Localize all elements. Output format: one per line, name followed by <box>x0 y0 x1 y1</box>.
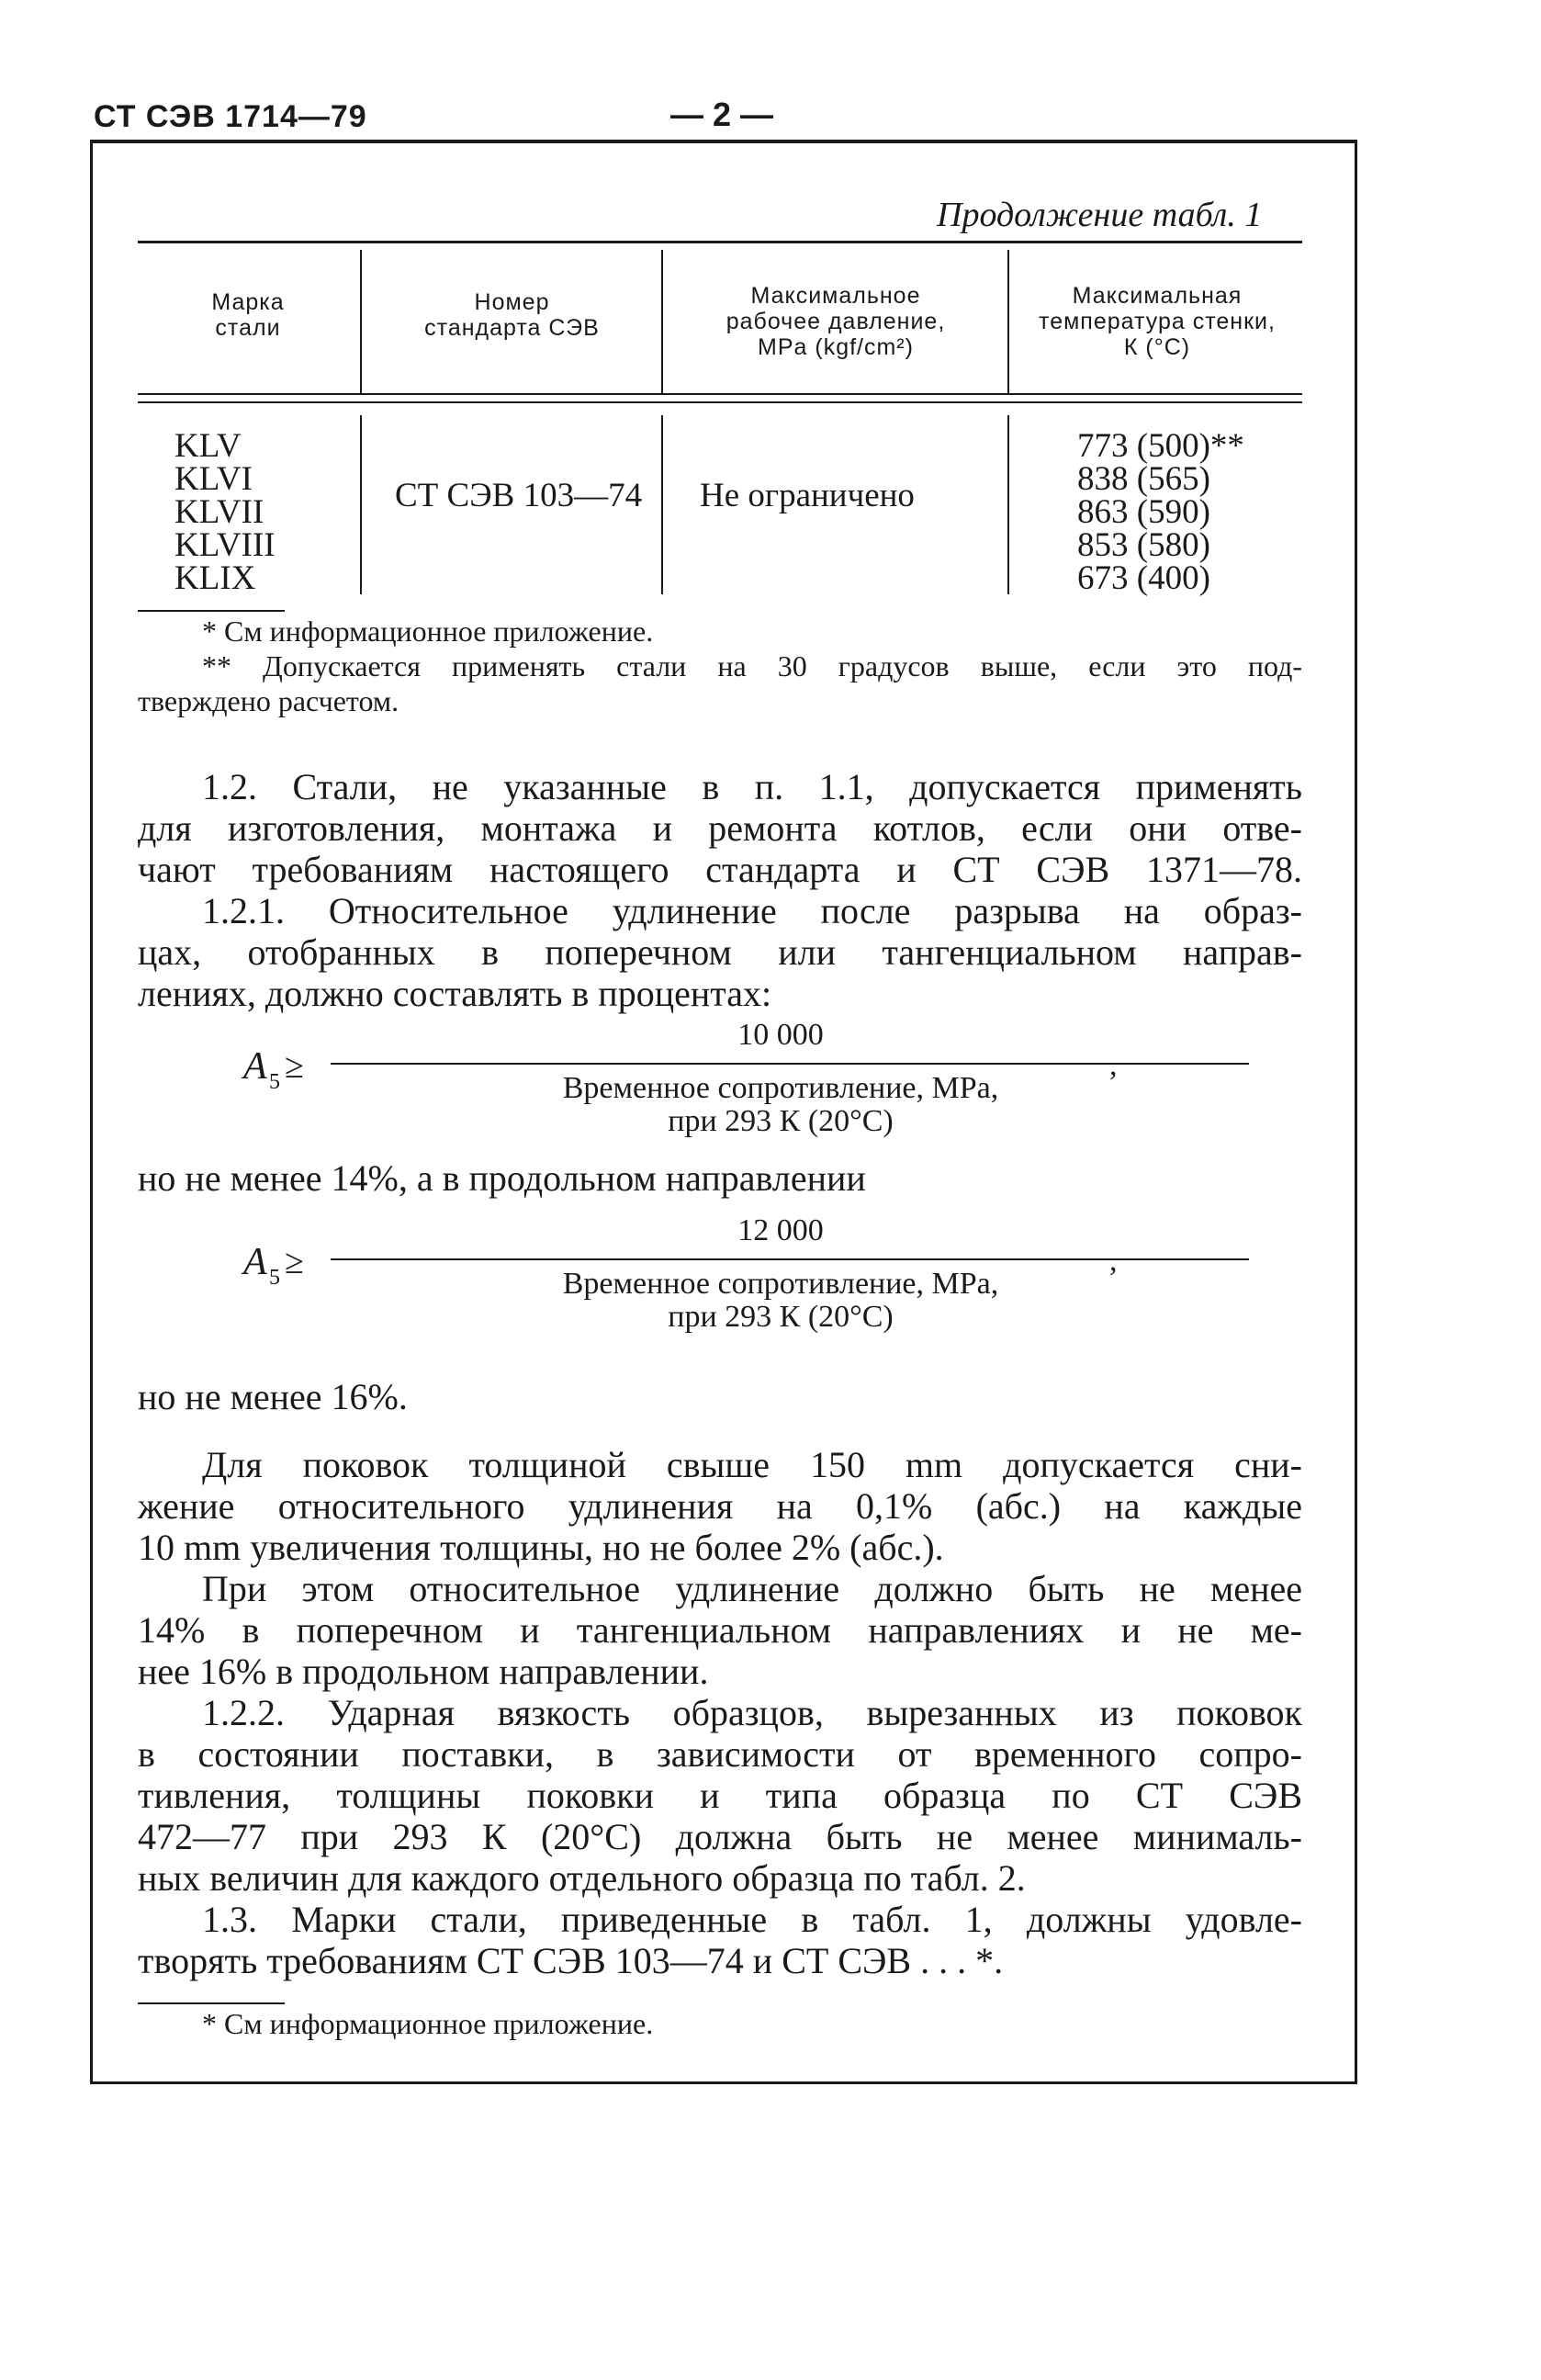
para-min-line-2: 14% в поперечном и тангенциальном направлениях и не ме- <box>138 1609 1302 1651</box>
para-forgings-line-3: 10 mm увеличения толщины, но не более 2% (абс.). <box>138 1527 944 1568</box>
formula-1-denominator-1: Временное сопротивление, MPa, <box>562 1071 999 1105</box>
temperature-list <box>1077 427 1244 597</box>
formula-2-subscript: 5 <box>269 1266 280 1290</box>
formula-1-subscript: 5 <box>269 1070 280 1094</box>
col-sep-3-body <box>1007 415 1009 594</box>
para-1-2-2-line-3: тивления, толщины поковки и типа образца по СТ СЭВ <box>138 1775 1302 1816</box>
formula-1-trailing: , <box>1109 1048 1118 1082</box>
formula-1-symbol: A <box>243 1045 267 1088</box>
formula-1-numerator: 10 000 <box>737 1018 824 1052</box>
para-1-3-line-1: 1.3. Марки стали, приведенные в табл. 1, должны удовле- <box>202 1899 1302 1940</box>
formula-1-denominator-2: при 293 К (20°С) <box>668 1104 894 1138</box>
formula-1 <box>239 1015 1157 1153</box>
page-footnote: * См информационное приложение. <box>202 2007 654 2040</box>
temperature-item: 838 (565) <box>1077 460 1210 498</box>
grade-list <box>174 427 276 597</box>
page-number: — 2 — <box>670 96 774 133</box>
temperature-item: 863 (590) <box>1077 493 1210 531</box>
col-sep-3-head <box>1007 250 1009 393</box>
frame-left <box>90 140 93 2082</box>
table-footnote-rule <box>138 610 285 612</box>
formula-2-symbol: A <box>243 1241 267 1283</box>
para-1-2-2-line-4: 472—77 при 293 К (20°С) должна быть не менее минималь- <box>138 1816 1302 1857</box>
standard-cell: СТ СЭВ 103—74 <box>395 477 643 514</box>
frame-bottom <box>90 2081 1357 2084</box>
grade-item: KLVIII <box>174 526 276 564</box>
col-sep-2-body <box>661 415 663 594</box>
pressure-cell: Не ограничено <box>700 477 915 514</box>
grade-item: KLVI <box>174 460 253 498</box>
col-header-pressure: Максимальное рабочее давление, MPa (kgf/cm²) <box>726 283 946 360</box>
grade-item: KLIX <box>174 559 256 597</box>
para-min-line-1: При этом относительное удлинение должно быть не менее <box>202 1568 1302 1609</box>
grade-item: KLVII <box>174 493 264 531</box>
table-continuation-label: Продолжение табл. 1 <box>937 196 1263 234</box>
para-1-2-2-line-1: 1.2.2. Ударная вязкость образцов, вырезанных из поковок <box>202 1692 1302 1733</box>
frame-right <box>1355 140 1357 2082</box>
para-1-2-1-line-2: цах, отобранных в поперечном или тангенциальном направ- <box>138 931 1302 973</box>
para-1-2-1-line-1: 1.2.1. Относительное удлинение после разрыва на образ- <box>202 890 1302 931</box>
temperature-item: 773 (500)** <box>1077 427 1244 465</box>
col-sep-1-head <box>360 250 362 393</box>
para-1-2-line-2: для изготовления, монтажа и ремонта котлов, если они отве- <box>138 807 1302 849</box>
col-header-grade: Марка стали <box>211 289 285 341</box>
temperature-item: 673 (400) <box>1077 559 1210 597</box>
formula-2-relation: ≥ <box>285 1243 304 1281</box>
table-top-rule <box>138 241 1302 243</box>
formula-2-denominator-2: при 293 К (20°С) <box>668 1300 894 1334</box>
standard-designation: СТ СЭВ 1714—79 <box>94 99 367 134</box>
para-min-line-3: нее 16% в продольном направлении. <box>138 1651 709 1692</box>
table-footnote-2-cont: тверждено расчетом. <box>138 684 399 717</box>
col-sep-2-head <box>661 250 663 393</box>
para-1-2-2-line-5: ных величин для каждого отдельного образца по табл. 2. <box>138 1857 1026 1899</box>
col-header-standard: Номер стандарта СЭВ <box>424 289 600 341</box>
para-forgings-line-1: Для поковок толщиной свыше 150 mm допускается сни- <box>202 1444 1302 1485</box>
formula-2-numerator: 12 000 <box>737 1213 824 1247</box>
table-header-rule-2 <box>138 401 1302 403</box>
header-rule <box>90 140 1357 143</box>
formula-2 <box>239 1211 1157 1348</box>
grade-item: KLV <box>174 427 242 465</box>
formula-2-denominator-1: Временное сопротивление, MPa, <box>562 1267 999 1301</box>
formula-1-relation: ≥ <box>285 1047 304 1086</box>
page-footnote-rule <box>138 2002 285 2004</box>
para-1-2-line-1: 1.2. Стали, не указанные в п. 1.1, допускается применять <box>202 766 1302 807</box>
after-formula-1: но не менее 14%, а в продольном направлении <box>138 1157 866 1199</box>
para-1-3-line-2: творять требованиям СТ СЭВ 103—74 и СТ СЭВ . . . *. <box>138 1940 1004 1981</box>
col-header-temperature: Максимальная температура стенки, К (°С) <box>1039 283 1276 360</box>
col-sep-1-body <box>360 415 362 594</box>
para-1-2-line-3: чают требованиям настоящего стандарта и СТ СЭВ 1371—78. <box>138 849 1302 890</box>
table-footnote-1: * См информационное приложение. <box>202 615 654 648</box>
table-footnote-2: ** Допускается применять стали на 30 градусов выше, если это под- <box>202 649 1302 682</box>
formula-2-trailing: , <box>1109 1244 1118 1278</box>
para-1-2-2-line-2: в состоянии поставки, в зависимости от временного сопро- <box>138 1733 1302 1775</box>
temperature-item: 853 (580) <box>1077 526 1210 564</box>
para-forgings-line-2: жение относительного удлинения на 0,1% (абс.) на каждые <box>138 1485 1302 1527</box>
para-1-2-1-line-3: лениях, должно составлять в процентах: <box>138 973 772 1014</box>
table-header-rule-1 <box>138 393 1302 395</box>
after-formula-2: но не менее 16%. <box>138 1376 408 1417</box>
